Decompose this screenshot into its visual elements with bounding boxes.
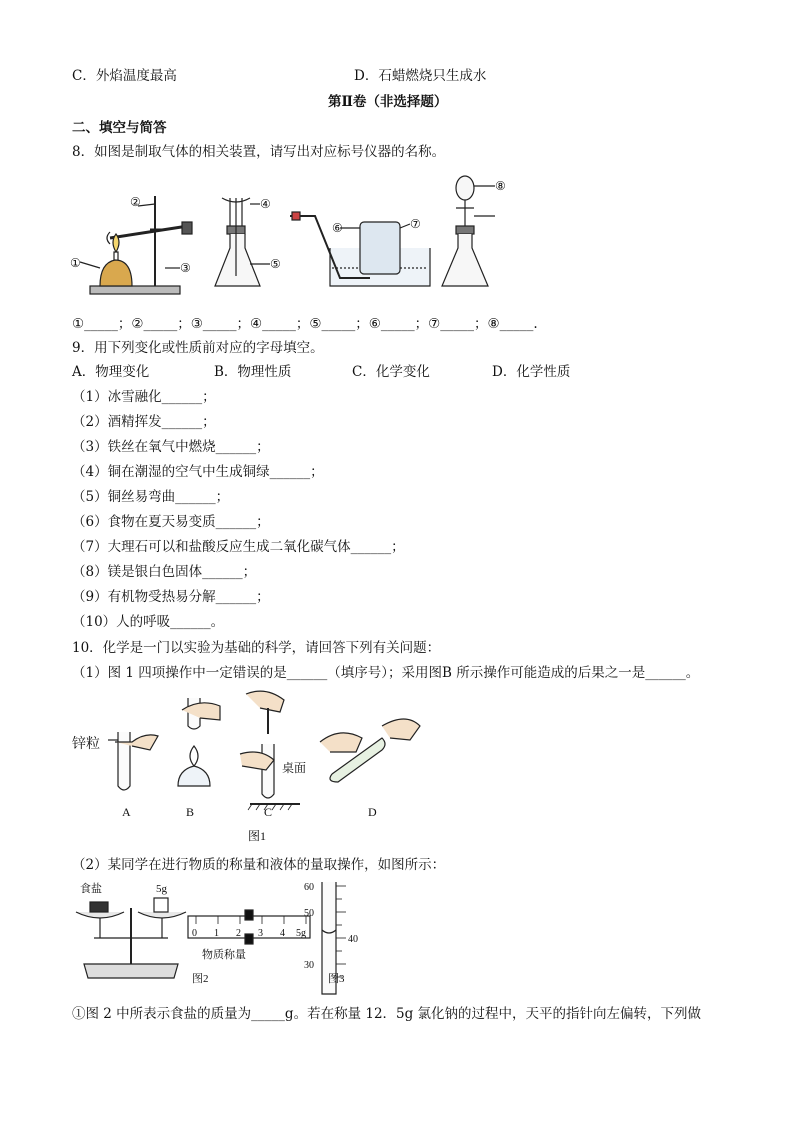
stopper [182, 222, 192, 234]
q9-item-7: （7）大理石可以和盐酸反应生成二氧化碳气体______； [72, 539, 405, 555]
q9-item-3: （3）铁丝在氧气中燃烧______； [72, 439, 270, 455]
balance-base [84, 964, 178, 978]
alcohol-lamp [100, 260, 132, 286]
fig1-letter-a: A [122, 805, 131, 819]
figure-2-3 [70, 878, 370, 998]
test-tube [110, 226, 188, 238]
q9-item-10: （10）人的呼吸______。 [72, 614, 225, 630]
question-8-answer-line: ①_____；②_____；③_____；④_____；⑤_____；⑥_____；⑦_____；⑧_____. [72, 316, 538, 332]
option-b: B．物理性质 [214, 364, 292, 380]
question-10-part-2: （2）某同学在进行物质的称量和液体的量取操作，如图所示： [72, 857, 446, 873]
question-9-stem: 9．用下列变化或性质前对应的字母填空。 [72, 340, 324, 356]
fig1-caption: 图1 [248, 829, 267, 843]
question-10-part-1: （1）图 1 四项操作中一定错误的是______（填序号）；采用图B 所示操作可能造成的后果之一是______。 [72, 665, 700, 681]
q9-item-4: （4）铜在潮湿的空气中生成铜绿______； [72, 464, 324, 480]
apparatus-figure [70, 168, 530, 303]
question-10-stem: 10．化学是一门以实验为基础的科学，请回答下列有关问题： [72, 640, 441, 656]
fig1-letter-c: C [264, 805, 273, 819]
fig2-caption: 图2 [192, 973, 209, 985]
marker-5: ⑤ [270, 257, 281, 271]
marker-8: ⑧ [495, 179, 506, 193]
marker-3: ③ [180, 261, 191, 275]
scale-tick-3: 3 [258, 928, 263, 939]
scale-tick-4: 4 [280, 928, 285, 939]
q9-item-6: （6）食物在夏天易变质______； [72, 514, 270, 530]
section-heading: 二、填空与简答 [72, 120, 167, 136]
stand-base [90, 286, 180, 294]
scale-caption: 物质称量 [202, 949, 246, 961]
salt-label: 食盐 [80, 883, 102, 895]
q9-item-9: （9）有机物受热易分解______； [72, 589, 270, 605]
part-title: 第Ⅱ卷（非选择题） [328, 94, 448, 110]
cyl-tick-30: 30 [304, 960, 314, 971]
fig1-letter-b: B [186, 805, 195, 819]
scale-tick-2: 2 [236, 928, 241, 939]
cyl-tick-40: 40 [348, 934, 358, 945]
question-8-stem: 8．如图是制取气体的相关装置，请写出对应标号仪器的名称。 [72, 144, 446, 160]
zinc-label: 锌粒 [72, 737, 100, 752]
scale-tick-5: 5g [296, 928, 306, 939]
desk-label: 桌面 [282, 761, 307, 775]
test-tube-a [118, 732, 130, 790]
q9-item-8: （8）镁是银白色固体______； [72, 564, 257, 580]
option-c: C．外焰温度最高 [72, 68, 177, 84]
marker-1: ① [70, 256, 81, 270]
option-d: D．石蜡燃烧只生成水 [354, 68, 487, 84]
marker-4: ④ [260, 197, 271, 211]
cyl-tick-50: 50 [304, 908, 314, 919]
cyl-tick-60: 60 [304, 882, 314, 893]
marker-7: ⑦ [410, 217, 421, 231]
option-c2: C．化学变化 [352, 364, 430, 380]
option-d2: D．化学性质 [492, 364, 571, 380]
fig3-caption: 图3 [328, 973, 345, 985]
scale-tick-0: 0 [192, 928, 197, 939]
weight-label: 5g [156, 883, 167, 895]
option-a: A．物理变化 [72, 364, 150, 380]
q9-item-1: （1）冰雪融化______； [72, 389, 216, 405]
lamp-b [178, 766, 210, 786]
marker-2: ② [130, 195, 141, 209]
figure-1 [70, 686, 450, 846]
q9-item-5: （5）铜丝易弯曲______； [72, 489, 230, 505]
marker-6: ⑥ [332, 221, 343, 235]
q9-item-2: （2）酒精挥发______； [72, 414, 216, 430]
fig1-letter-d: D [368, 805, 377, 819]
question-10-part-2-q1: ①图 2 中所表示食盐的质量为_____g。若在称量 12．5g 氯化钠的过程中，天平的指针向左偏转，下列做 [72, 1006, 702, 1022]
scale-tick-1: 1 [214, 928, 219, 939]
